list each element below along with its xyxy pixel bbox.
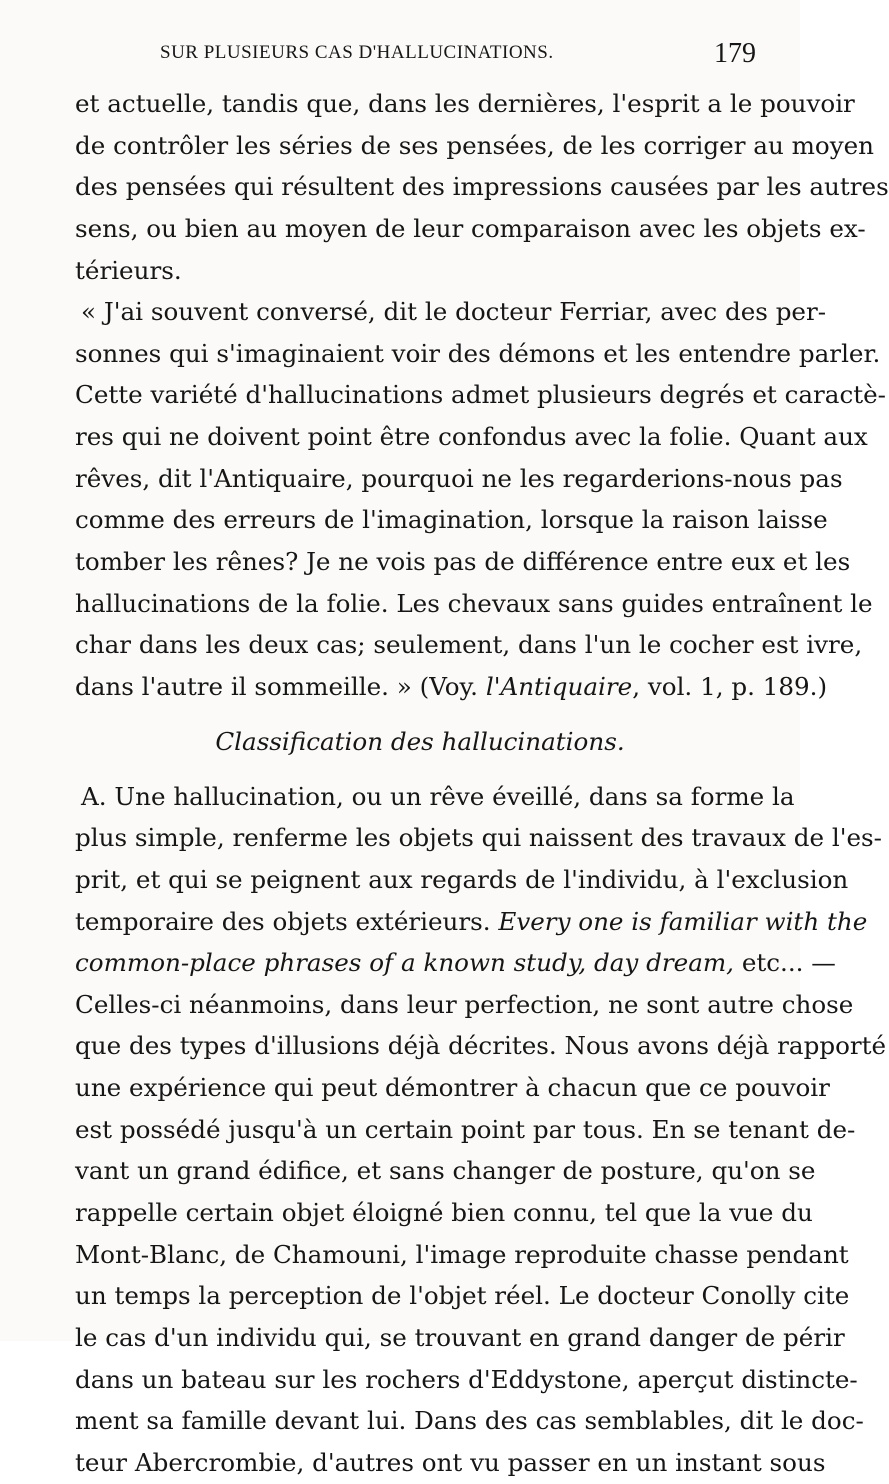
text-line: comme des erreurs de l'imagination, lorsque la raison laisse [75,505,828,535]
text-line: des pensées qui résultent des impressions causées par les autres [75,172,889,202]
text-line: prit, et qui se peignent aux regards de l'individu, à l'exclusion [75,864,849,894]
text-line: un temps la perception de l'objet réel. Le docteur Conolly cite [75,1281,850,1311]
text-segment: etc... — [734,948,836,978]
text-line: tomber les rênes? Je ne vois pas de différence entre eux et les [75,547,851,577]
text-line: dans un bateau sur les rochers d'Eddystone, aperçut distincte- [75,1364,858,1394]
text-line: A. Une hallucination, ou un rêve éveillé, dans sa forme la [81,781,795,811]
text-line-english [75,901,868,943]
text-segment: temporaire des objets extérieurs. [75,906,499,936]
running-title: SUR PLUSIEURS CAS D'HALLUCINATIONS. [160,42,554,63]
text-line-english [75,942,836,984]
text-line: « J'ai souvent conversé, dit le docteur Ferriar, avec des per- [81,297,827,327]
citation-text-after: , vol. 1, p. 189.) [632,671,828,701]
text-line: que des types d'illusions déjà décrites. Nous avons déjà rapporté [75,1031,887,1061]
text-line: est possédé jusqu'à un certain point par tous. En se tenant de- [75,1114,856,1144]
citation-title: l'Antiquaire [485,671,633,701]
text-line: rappelle certain objet éloigné bien connu, tel que la vue du [75,1198,813,1228]
text-line: térieurs. [75,255,182,285]
text-line: le cas d'un individu qui, se trouvant en grand danger de périr [75,1322,845,1352]
running-head [160,36,760,76]
text-line: de contrôler les séries de ses pensées, de les corriger au moyen [75,130,875,160]
body-text [75,83,889,1484]
page-number: 179 [714,38,756,69]
text-line: sonnes qui s'imaginaient voir des démons et les entendre parler. [75,338,881,368]
text-line: char dans les deux cas; seulement, dans l'un le cocher est ivre, [75,630,863,660]
citation-text-before: dans l'autre il sommeille. » (Voy. [75,671,486,701]
text-line: Celles-ci néanmoins, dans leur perfection, ne sont autre chose [75,989,854,1019]
english-quote: common-place phrases of a known study, day dream, [75,948,734,978]
text-line: ment sa famille devant lui. Dans des cas semblables, dit le doc- [75,1406,864,1436]
text-line: teur Abercrombie, d'autres ont vu passer en un instant sous [75,1447,826,1477]
english-quote: Every one is familiar with the [498,906,868,936]
text-line: une expérience qui peut démontrer à chacun que ce pouvoir [75,1073,830,1103]
text-line: res qui ne doivent point être confondus avec la folie. Quant aux [75,422,868,452]
text-line: plus simple, renferme les objets qui naissent des travaux de l'es- [75,823,882,853]
text-line: rêves, dit l'Antiquaire, pourquoi ne les regarderions-nous pas [75,463,843,493]
text-line: et actuelle, tandis que, dans les dernières, l'esprit a le pouvoir [75,89,855,118]
text-line: vant un grand édifice, et sans changer de posture, qu'on se [75,1156,816,1186]
text-line-citation [75,666,828,708]
text-line: Mont-Blanc, de Chamouni, l'image reproduite chasse pendant [75,1239,849,1269]
text-line: Cette variété d'hallucinations admet plusieurs degrés et caractè- [75,380,886,410]
text-line: sens, ou bien au moyen de leur comparaison avec les objets ex- [75,213,866,243]
text-line: hallucinations de la folie. Les chevaux sans guides entraînent le [75,588,873,618]
section-heading: Classification des hallucinations. [215,726,625,756]
